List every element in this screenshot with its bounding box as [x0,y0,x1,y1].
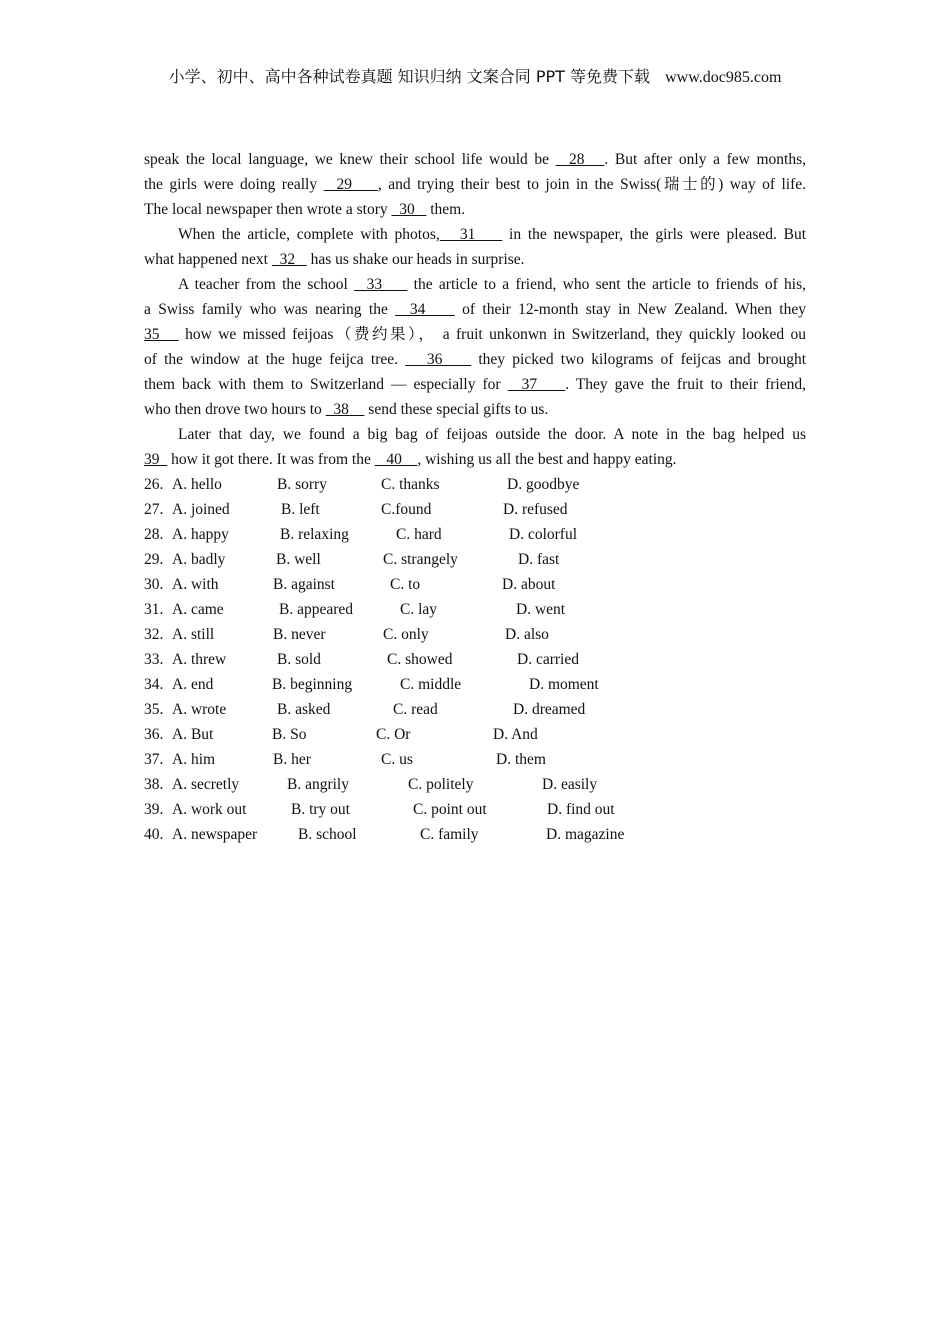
option-b: B. school [298,826,357,843]
blank-31: 31 [439,226,503,243]
option-c: C. lay [400,601,438,618]
header-title: 小学、初中、高中各种试卷真题 知识归纳 文案合同 PPT 等免费下载 [168,67,651,86]
blank-38: 38 [325,401,365,418]
question-number: 28. [144,526,164,543]
question-row [144,597,806,622]
option-d: D. also [505,626,549,643]
option-a: A. came [172,601,224,618]
question-number: 32. [144,626,164,643]
question-row [144,522,806,547]
option-a: A. work out [172,801,247,818]
question-number: 33. [144,651,164,668]
option-a: A. threw [172,651,227,668]
option-b: B. beginning [272,676,353,693]
option-c: C. family [420,826,479,843]
question-number: 40. [144,826,164,843]
passage-line: the girls were doing really 29 , and trying their best to join in the Swiss(瑞士的) way of life. [144,176,807,193]
option-b: B. appeared [279,601,354,618]
blank-36: 36 [405,351,472,368]
question-row [144,497,806,522]
blank-34: 34 [395,301,455,318]
option-d: D. refused [503,501,568,518]
option-b: B. against [273,576,335,593]
question-row [144,747,806,772]
question-row [144,572,806,597]
passage-line: them back with them to Switzerland — especially for 37 . They gave the fruit to their friend, [144,376,806,393]
option-c: C. thanks [381,476,440,493]
option-b: B. well [276,551,321,568]
option-b: B. left [281,501,320,518]
option-b: B. So [272,726,307,743]
question-row [144,822,806,847]
option-b: B. sorry [277,476,327,493]
option-a: A. secretly [172,776,240,793]
option-a: A. newspaper [172,826,258,843]
blank-32: 32 [271,251,307,268]
option-a: A. happy [172,526,229,543]
option-c: C. hard [396,526,442,543]
passage-line: speak the local language, we knew their school life would be 28 . But after only a few months, [144,151,807,168]
question-number: 29. [144,551,164,568]
passage-paragraph-3 [144,272,806,422]
blank-35: 35 [144,326,179,343]
option-c: C. middle [400,676,462,693]
passage-line: Later that day, we found a big bag of feijoas outside the door. A note in the bag helped us [178,426,806,443]
question-row [144,672,806,697]
option-a: A. But [172,726,214,743]
question-number: 31. [144,601,164,618]
option-d: D. find out [547,801,615,818]
option-a: A. hello [172,476,222,493]
option-b: B. relaxing [280,526,349,543]
question-number: 39. [144,801,164,818]
option-d: D. fast [518,551,560,568]
passage-line: 35 how we missed feijoas（费约果）， a fruit unkonwn in Switzerland, they quickly looked ou [144,326,807,343]
page-header [0,64,950,87]
question-row [144,697,806,722]
option-b: B. asked [277,701,331,718]
question-number: 26. [144,476,164,493]
option-c: C. read [393,701,438,718]
header-site: www.doc985.com [665,69,782,86]
blank-39: 39 [144,451,168,468]
question-number: 34. [144,676,164,693]
question-number: 36. [144,726,164,743]
option-b: B. try out [291,801,350,818]
question-row [144,622,806,647]
option-c: C. to [390,576,421,593]
question-options-list [144,472,806,847]
question-row [144,797,806,822]
blank-28: 28 [555,151,605,168]
option-b: B. sold [277,651,321,668]
question-row [144,772,806,797]
option-d: D. easily [542,776,598,793]
passage-line: who then drove two hours to 38 send these special gifts to us. [144,401,549,418]
question-number: 30. [144,576,164,593]
blank-40: 40 [374,451,418,468]
option-a: A. end [172,676,214,693]
question-number: 35. [144,701,164,718]
option-c: C.found [381,501,432,518]
question-row [144,547,806,572]
option-b: B. her [273,751,311,768]
option-d: D. goodbye [507,476,580,493]
passage-line: a Swiss family who was nearing the 34 of their 12-month stay in New Zealand. When they [144,301,806,318]
passage-line: of the window at the huge feijca tree. 36 they picked two kilograms of feijcas and brought [144,351,807,368]
option-b: B. never [273,626,326,643]
passage-line: A teacher from the school 33 the article to a friend, who sent the article to friends of his, [178,276,806,293]
option-a: A. still [172,626,215,643]
question-number: 37. [144,751,164,768]
option-c: C. us [381,751,413,768]
option-d: D. carried [517,651,579,668]
option-d: D. dreamed [513,701,586,718]
question-number: 27. [144,501,164,518]
question-row [144,722,806,747]
exam-content [144,147,806,847]
option-c: C. only [383,626,429,643]
passage-paragraph-2 [144,222,806,272]
option-a: A. joined [172,501,230,518]
option-d: D. moment [529,676,599,693]
question-row [144,472,806,497]
option-c: C. point out [413,801,487,818]
option-d: D. And [493,726,538,743]
blank-37: 37 [507,376,566,393]
passage-paragraph-4 [144,422,806,472]
passage-line: The local newspaper then wrote a story 30 them. [144,201,466,218]
blank-29: 29 [323,176,378,193]
blank-33: 33 [354,276,408,293]
passage-paragraph-1 [144,147,806,222]
option-c: C. showed [387,651,453,668]
passage-line: what happened next 32 has us shake our heads in surprise. [144,251,525,268]
option-a: A. wrote [172,701,227,718]
option-d: D. magazine [546,826,625,843]
passage-line: 39 how it got there. It was from the 40 , wishing us all the best and happy eating. [144,451,677,468]
question-number: 38. [144,776,164,793]
passage-line: When the article, complete with photos, 31 in the newspaper, the girls were pleased. But [178,226,806,243]
question-row [144,647,806,672]
option-c: C. politely [408,776,474,793]
option-d: D. about [502,576,556,593]
option-d: D. colorful [509,526,578,543]
option-a: A. badly [172,551,226,568]
option-a: A. him [172,751,216,768]
blank-30: 30 [391,201,427,218]
option-a: A. with [172,576,219,593]
option-d: D. went [516,601,566,618]
option-c: C. Or [376,726,411,743]
option-c: C. strangely [383,551,458,568]
option-d: D. them [496,751,546,768]
option-b: B. angrily [287,776,349,793]
